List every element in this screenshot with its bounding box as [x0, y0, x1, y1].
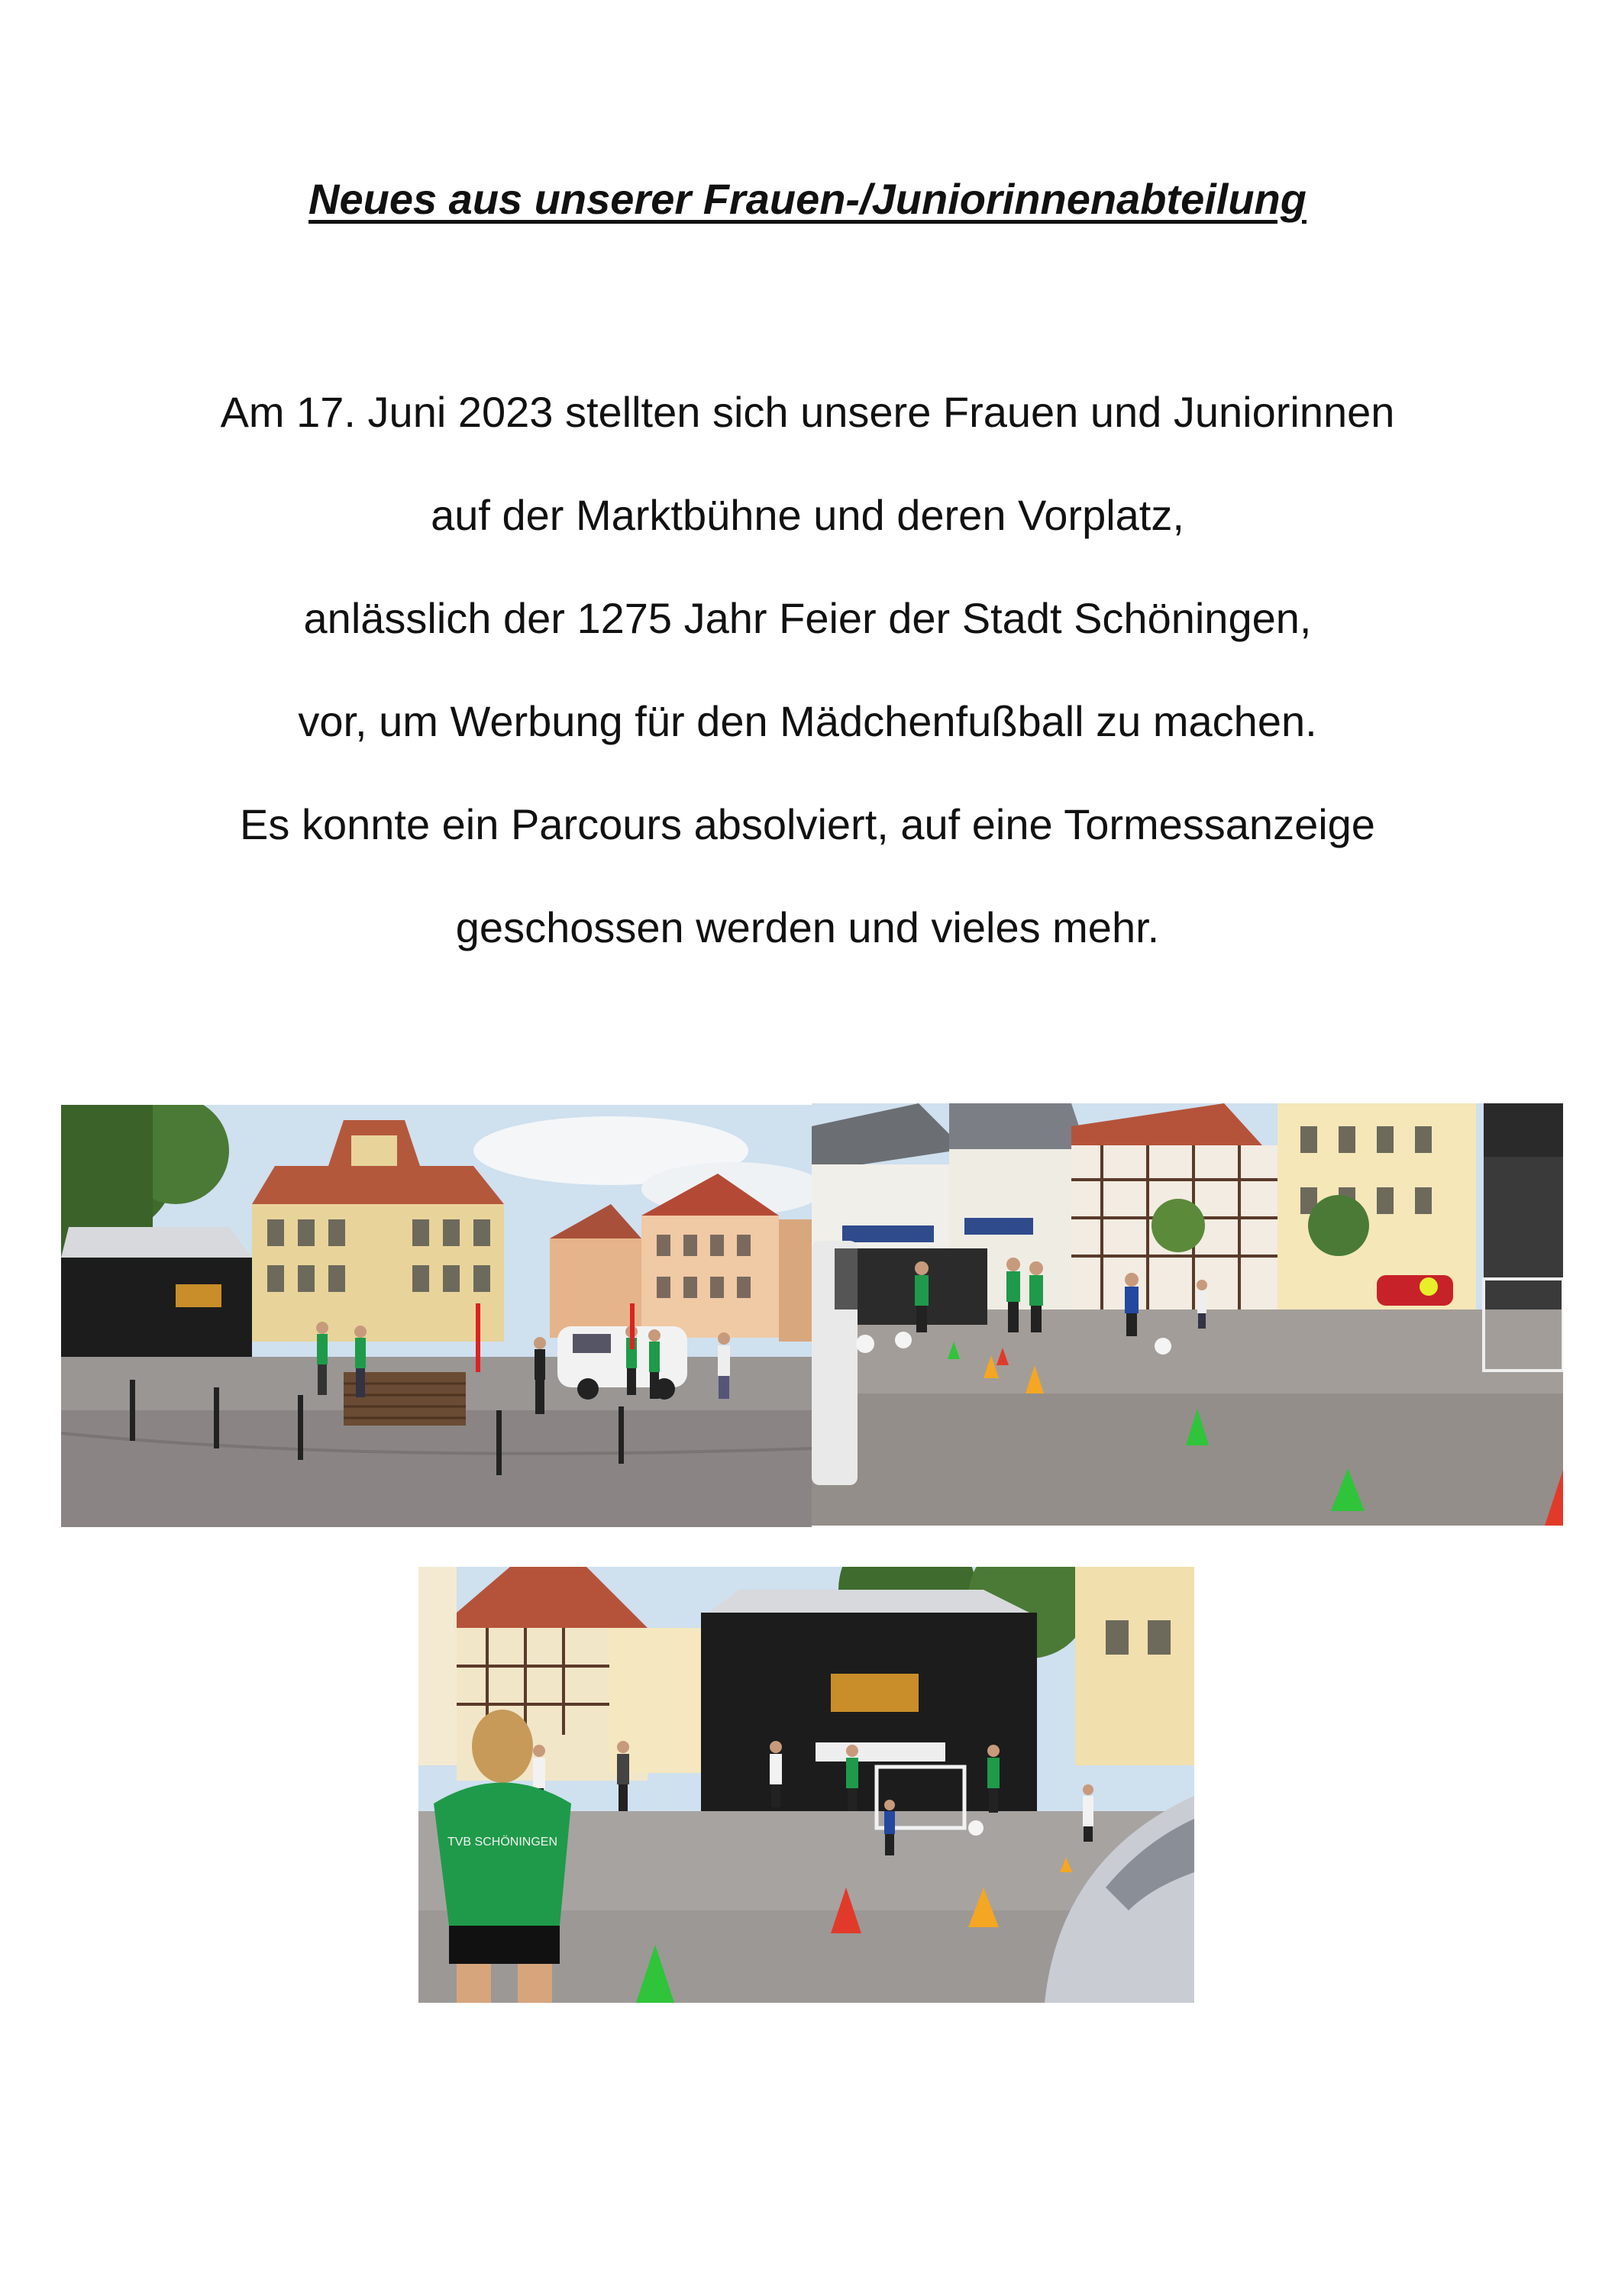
photo-stage-goal-image [418, 1567, 1194, 2003]
photo-market-square-stage-image [61, 1105, 812, 1527]
photo-parcours-cones-image [812, 1103, 1563, 1526]
photo-parcours-cones [812, 1103, 1563, 1526]
body-line: anlässlich der 1275 Jahr Feier der Stadt Schöningen, [303, 594, 1312, 642]
page-title: Neues aus unserer Frauen-/Juniorinnenabteilung [308, 175, 1307, 223]
photo-market-square-stage [61, 1105, 812, 1527]
photo-stage-goal [418, 1567, 1194, 2003]
article-body [0, 386, 1615, 1004]
body-line: auf der Marktbühne und deren Vorplatz, [431, 491, 1184, 539]
jersey-text: TVB SCHÖNINGEN [447, 1836, 558, 1849]
body-line: vor, um Werbung für den Mädchenfußball zu machen. [298, 697, 1317, 745]
body-line: Es konnte ein Parcours absolviert, auf eine Tormessanzeige [240, 800, 1375, 848]
body-line: Am 17. Juni 2023 stellten sich unsere Frauen und Juniorinnen [220, 388, 1395, 436]
body-line: geschossen werden und vieles mehr. [455, 903, 1160, 951]
